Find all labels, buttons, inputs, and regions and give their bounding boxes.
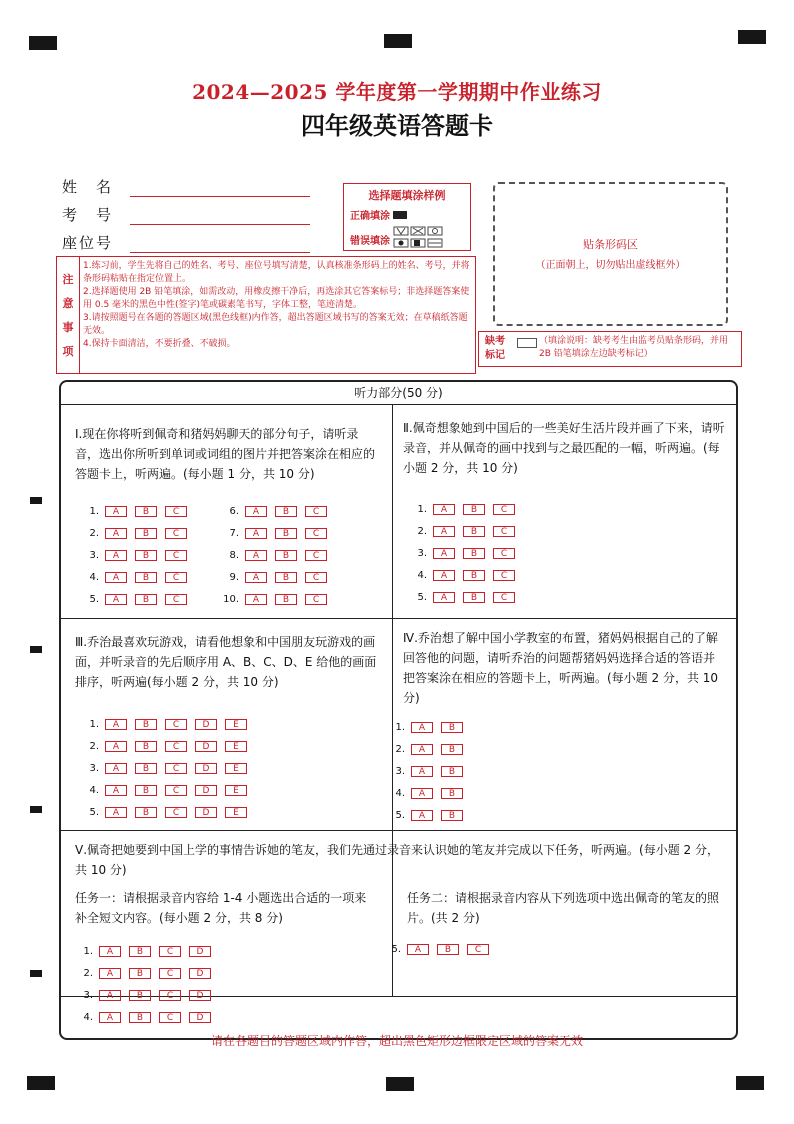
notice-item: 2.选择题使用 2B 铅笔填涂，如需改动，用橡皮擦干净后，再选涂其它答案标号；非选择题答案使用 0.5 毫米的黑色中性(签字)笔或碳素笔书写，字体工整，笔迹清楚。 — [83, 287, 470, 310]
option-bubble[interactable]: A — [105, 550, 127, 561]
name-line[interactable] — [130, 180, 310, 197]
registration-mark-top-left — [29, 36, 57, 50]
option-bubble[interactable]: B — [275, 572, 297, 583]
option-bubble[interactable]: B — [135, 785, 157, 796]
wrong-fill-examples-icon — [393, 226, 455, 250]
answer-row — [81, 779, 255, 801]
question-number: 5. — [391, 943, 401, 955]
option-bubble[interactable]: A — [99, 968, 121, 979]
question-number: 2. — [417, 525, 427, 537]
option-bubble[interactable]: A — [411, 810, 433, 821]
answer-row — [81, 566, 195, 588]
question-number: 5. — [89, 593, 99, 605]
absent-mark-box — [478, 331, 742, 367]
answer-row — [383, 938, 497, 960]
barcode-hint: （正面朝上，切勿贴出虚线框外） — [535, 260, 686, 271]
option-bubble[interactable]: B — [275, 506, 297, 517]
wrong-fill-label: 错误填涂 — [350, 236, 390, 247]
question-number: 10. — [223, 593, 239, 605]
option-bubble[interactable]: A — [245, 594, 267, 605]
notice-items — [83, 260, 471, 351]
seat-number-field[interactable] — [62, 232, 310, 253]
option-bubble[interactable]: A — [105, 785, 127, 796]
option-bubble[interactable]: A — [245, 550, 267, 561]
answer-row — [81, 522, 195, 544]
part3-instruction: Ⅲ.乔治最喜欢玩游戏，请看他想象和中国朋友玩游戏的画面，并听录音的先后顺序用 A、B、C、D、E 给他的画面排序，听两遍(每小题 2 分，共 10 分) — [75, 635, 377, 689]
option-bubble[interactable]: D — [189, 946, 211, 957]
option-bubble[interactable]: C — [493, 570, 515, 581]
name-field[interactable] — [62, 176, 310, 197]
question-number: 4. — [89, 784, 99, 796]
part4-instruction: Ⅳ.乔治想了解中国小学教室的布置，猪妈妈根据自己的了解回答他的问题，请听乔治的问题帮猪妈妈选择合适的答语并把答案涂在相应的答题卡上，听两遍。(每小题 2 分，共 10 分) — [403, 631, 719, 705]
option-bubble[interactable]: C — [165, 785, 187, 796]
option-bubble[interactable]: B — [463, 526, 485, 537]
option-bubble[interactable]: C — [493, 526, 515, 537]
option-bubble[interactable]: A — [433, 548, 455, 559]
option-bubble[interactable]: C — [159, 968, 181, 979]
exam-title: 2024—2025 学年度第一学期期中作业练习 — [192, 80, 602, 104]
exam-number-field[interactable] — [62, 204, 310, 225]
part4-rows — [387, 716, 471, 826]
footer-warning: 请在各题目的答题区域内作答，超出黑色矩形边框限定区域的答案无效 — [210, 1034, 583, 1048]
question-number: 3. — [395, 765, 405, 777]
option-bubble[interactable]: C — [165, 572, 187, 583]
answer-row — [221, 500, 335, 522]
question-number: 1. — [417, 503, 427, 515]
absent-mark-bubble[interactable] — [517, 338, 537, 348]
option-bubble[interactable]: C — [305, 528, 327, 539]
task2-instruction: 任务二：请根据录音内容从下列选项中选出佩奇的笔友的照片。(共 2 分) — [407, 891, 720, 925]
task1-rows — [75, 940, 219, 1028]
answer-row — [75, 962, 219, 984]
option-bubble[interactable]: A — [411, 722, 433, 733]
question-number: 4. — [417, 569, 427, 581]
answer-row — [81, 588, 195, 610]
option-bubble[interactable]: B — [441, 766, 463, 777]
listening-answer-area — [59, 380, 738, 1040]
notice-heading-char: 意 — [62, 297, 74, 310]
option-bubble[interactable]: B — [135, 807, 157, 818]
answer-row — [75, 940, 219, 962]
answer-row — [221, 522, 335, 544]
notice-heading-char: 注 — [62, 273, 74, 286]
name-label: 姓 名 — [62, 178, 114, 196]
option-bubble[interactable]: E — [225, 741, 247, 752]
option-bubble[interactable]: B — [441, 744, 463, 755]
option-bubble[interactable]: C — [159, 1012, 181, 1023]
answer-row — [387, 804, 471, 826]
question-number: 7. — [229, 527, 239, 539]
answer-row — [409, 498, 523, 520]
divider — [61, 404, 736, 405]
option-bubble[interactable]: C — [159, 990, 181, 1001]
question-number: 3. — [89, 762, 99, 774]
option-bubble[interactable]: B — [463, 504, 485, 515]
option-bubble[interactable]: A — [105, 807, 127, 818]
question-number: 2. — [83, 967, 93, 979]
wrong-fill-row — [350, 226, 470, 253]
option-bubble[interactable]: A — [99, 946, 121, 957]
absent-mark-note: （填涂说明：缺考考生由监考员贴条形码，并用 2B 铅笔填涂左边缺考标记） — [539, 336, 729, 359]
registration-mark-left-4 — [30, 970, 42, 977]
option-bubble[interactable]: B — [463, 548, 485, 559]
option-bubble[interactable]: B — [275, 550, 297, 561]
option-bubble[interactable]: A — [105, 506, 127, 517]
notice-heading — [57, 257, 80, 373]
option-bubble[interactable]: D — [195, 785, 217, 796]
option-bubble[interactable]: B — [135, 719, 157, 730]
notice-box — [56, 256, 476, 374]
question-number: 5. — [395, 809, 405, 821]
option-bubble[interactable]: A — [105, 741, 127, 752]
option-bubble[interactable]: B — [135, 528, 157, 539]
question-number: 1. — [83, 945, 93, 957]
question-number: 2. — [89, 740, 99, 752]
notice-item: 3.请按照题号在各题的答题区域(黑色线框)内作答，超出答题区域书写的答案无效；在草稿纸答题无效。 — [83, 313, 468, 336]
option-bubble[interactable]: A — [433, 526, 455, 537]
question-number: 5. — [89, 806, 99, 818]
option-bubble[interactable]: C — [493, 548, 515, 559]
answer-row — [221, 566, 335, 588]
option-bubble[interactable]: C — [493, 592, 515, 603]
registration-mark-top-right — [738, 30, 766, 44]
option-bubble[interactable]: A — [245, 572, 267, 583]
notice-heading-char: 事 — [62, 321, 74, 334]
answer-row — [81, 544, 195, 566]
notice-item: 4.保持卡面清洁，不要折叠、不破损。 — [83, 339, 236, 349]
option-bubble[interactable]: C — [159, 946, 181, 957]
notice-item: 1.练习前，学生先将自己的姓名、考号、座位号填写清楚，认真核准条形码上的姓名、考号，并将条形码粘贴在指定位置上。 — [83, 261, 470, 284]
registration-mark-left-2 — [30, 646, 42, 653]
option-bubble[interactable]: D — [189, 1012, 211, 1023]
answer-row — [221, 544, 335, 566]
option-bubble[interactable]: E — [225, 785, 247, 796]
answer-row — [81, 713, 255, 735]
exam-number-label: 考 号 — [62, 206, 114, 224]
option-bubble[interactable]: C — [493, 504, 515, 515]
option-bubble[interactable]: C — [165, 528, 187, 539]
option-bubble[interactable]: D — [195, 741, 217, 752]
option-bubble[interactable]: B — [129, 1012, 151, 1023]
answer-row — [409, 542, 523, 564]
question-number: 6. — [229, 505, 239, 517]
question-number: 5. — [417, 591, 427, 603]
registration-mark-bottom-left — [27, 1076, 55, 1090]
answer-row — [81, 500, 195, 522]
part2-rows — [409, 498, 523, 608]
option-bubble[interactable]: E — [225, 719, 247, 730]
registration-mark-left-3 — [30, 806, 42, 813]
answer-row — [387, 760, 471, 782]
option-bubble[interactable]: C — [467, 944, 489, 955]
option-bubble[interactable]: C — [165, 741, 187, 752]
option-bubble[interactable]: C — [165, 807, 187, 818]
option-bubble[interactable]: B — [135, 594, 157, 605]
option-bubble[interactable]: A — [99, 1012, 121, 1023]
exam-number-line[interactable] — [130, 208, 310, 225]
option-bubble[interactable]: B — [129, 968, 151, 979]
option-bubble[interactable]: E — [225, 807, 247, 818]
option-bubble[interactable]: B — [441, 810, 463, 821]
answer-row — [409, 520, 523, 542]
option-bubble[interactable]: B — [135, 741, 157, 752]
option-bubble[interactable]: B — [275, 528, 297, 539]
option-bubble[interactable]: D — [195, 763, 217, 774]
answer-row — [75, 984, 219, 1006]
option-bubble[interactable]: D — [195, 807, 217, 818]
option-bubble[interactable]: C — [165, 719, 187, 730]
fill-sample-title: 选择题填涂样例 — [368, 189, 446, 202]
task1-instruction: 任务一：请根据录音内容给 1-4 小题选出合适的一项来补全短文内容。(每小题 2 分，共 8 分) — [75, 891, 367, 925]
barcode-label: 贴条形码区 — [583, 238, 638, 251]
option-bubble[interactable]: B — [129, 990, 151, 1001]
option-bubble[interactable]: B — [437, 944, 459, 955]
option-bubble[interactable]: A — [105, 719, 127, 730]
option-bubble[interactable]: C — [305, 550, 327, 561]
part1-instruction: Ⅰ.现在你将听到佩奇和猪妈妈聊天的部分句子，请听录音，选出你所听到单词或词组的图片并把答案涂在相应的答题卡上，听两遍。(每小题 1 分，共 10 分) — [75, 427, 376, 481]
correct-fill-row — [350, 207, 470, 222]
answer-row — [409, 586, 523, 608]
option-bubble[interactable]: A — [99, 990, 121, 1001]
part2-instruction: Ⅱ.佩奇想象她到中国后的一些美好生活片段并画了下来，请听录音，并从佩奇的画中找到与之最匹配的一幅，听两遍。(每小题 2 分，共 10 分) — [403, 421, 725, 475]
task2-rows — [383, 938, 497, 960]
option-bubble[interactable]: A — [245, 506, 267, 517]
question-number: 3. — [417, 547, 427, 559]
option-bubble[interactable]: C — [305, 506, 327, 517]
option-bubble[interactable]: C — [165, 763, 187, 774]
notice-heading-char: 项 — [62, 345, 74, 358]
seat-number-line[interactable] — [130, 236, 310, 253]
option-bubble[interactable]: A — [105, 572, 127, 583]
question-number: 8. — [229, 549, 239, 561]
option-bubble[interactable]: D — [189, 968, 211, 979]
option-bubble[interactable]: B — [275, 594, 297, 605]
option-bubble[interactable]: C — [165, 594, 187, 605]
option-bubble[interactable]: A — [105, 763, 127, 774]
question-number: 1. — [89, 505, 99, 517]
option-bubble[interactable]: B — [129, 946, 151, 957]
option-bubble[interactable]: B — [463, 592, 485, 603]
answer-row — [81, 757, 255, 779]
part1-rows-left — [81, 500, 195, 610]
answer-row — [387, 738, 471, 760]
question-number: 9. — [229, 571, 239, 583]
option-bubble[interactable]: B — [441, 722, 463, 733]
registration-mark-bottom-center — [386, 1077, 414, 1091]
option-bubble[interactable]: A — [411, 766, 433, 777]
answer-row — [387, 716, 471, 738]
fill-sample-box — [343, 183, 471, 251]
divider — [61, 618, 736, 619]
question-number: 1. — [89, 718, 99, 730]
answer-row — [81, 801, 255, 823]
option-bubble[interactable]: B — [135, 550, 157, 561]
question-number: 4. — [395, 787, 405, 799]
registration-mark-bottom-right — [736, 1076, 764, 1090]
option-bubble[interactable]: D — [189, 990, 211, 1001]
answer-row — [409, 564, 523, 586]
option-bubble[interactable]: C — [165, 506, 187, 517]
question-number: 4. — [89, 571, 99, 583]
answer-sheet-title: 四年级英语答题卡 — [301, 111, 493, 140]
absent-mark-label: 缺考标记 — [485, 336, 505, 361]
option-bubble[interactable]: C — [305, 572, 327, 583]
question-number: 3. — [89, 549, 99, 561]
part1-rows-right — [221, 500, 335, 610]
option-bubble[interactable]: A — [105, 594, 127, 605]
option-bubble[interactable]: B — [441, 788, 463, 799]
option-bubble[interactable]: C — [165, 550, 187, 561]
divider — [392, 876, 393, 996]
listening-section-title: 听力部分(50 分) — [354, 386, 443, 400]
question-number: 2. — [395, 743, 405, 755]
option-bubble[interactable]: A — [407, 944, 429, 955]
option-bubble[interactable]: A — [411, 744, 433, 755]
answer-row — [81, 735, 255, 757]
option-bubble[interactable]: C — [305, 594, 327, 605]
question-number: 2. — [89, 527, 99, 539]
question-number: 3. — [83, 989, 93, 1001]
answer-row — [387, 782, 471, 804]
option-bubble[interactable]: B — [463, 570, 485, 581]
option-bubble[interactable]: B — [135, 572, 157, 583]
answer-row — [221, 588, 335, 610]
registration-mark-top-center — [384, 34, 412, 48]
option-bubble[interactable]: B — [135, 763, 157, 774]
part5-instruction: Ⅴ.佩奇把她要到中国上学的事情告诉她的笔友，我们先通过录音来认识她的笔友并完成以下任务，听两遍。(每小题 2 分，共 10 分) — [75, 843, 719, 877]
option-bubble[interactable]: A — [245, 528, 267, 539]
option-bubble[interactable]: A — [433, 570, 455, 581]
divider — [61, 830, 736, 831]
filled-box-icon — [393, 211, 407, 219]
option-bubble[interactable]: A — [105, 528, 127, 539]
option-bubble[interactable]: D — [195, 719, 217, 730]
wrong-fill-examples — [393, 226, 455, 253]
question-number: 1. — [395, 721, 405, 733]
barcode-area — [493, 182, 728, 326]
correct-fill-label: 正确填涂 — [350, 211, 390, 222]
option-bubble[interactable]: A — [433, 592, 455, 603]
registration-mark-left-1 — [30, 497, 42, 504]
part3-rows — [81, 713, 255, 823]
option-bubble[interactable]: A — [433, 504, 455, 515]
answer-row — [75, 1006, 219, 1028]
option-bubble[interactable]: B — [135, 506, 157, 517]
option-bubble[interactable]: E — [225, 763, 247, 774]
option-bubble[interactable]: A — [411, 788, 433, 799]
seat-number-label: 座位号 — [62, 234, 114, 252]
question-number: 4. — [83, 1011, 93, 1023]
